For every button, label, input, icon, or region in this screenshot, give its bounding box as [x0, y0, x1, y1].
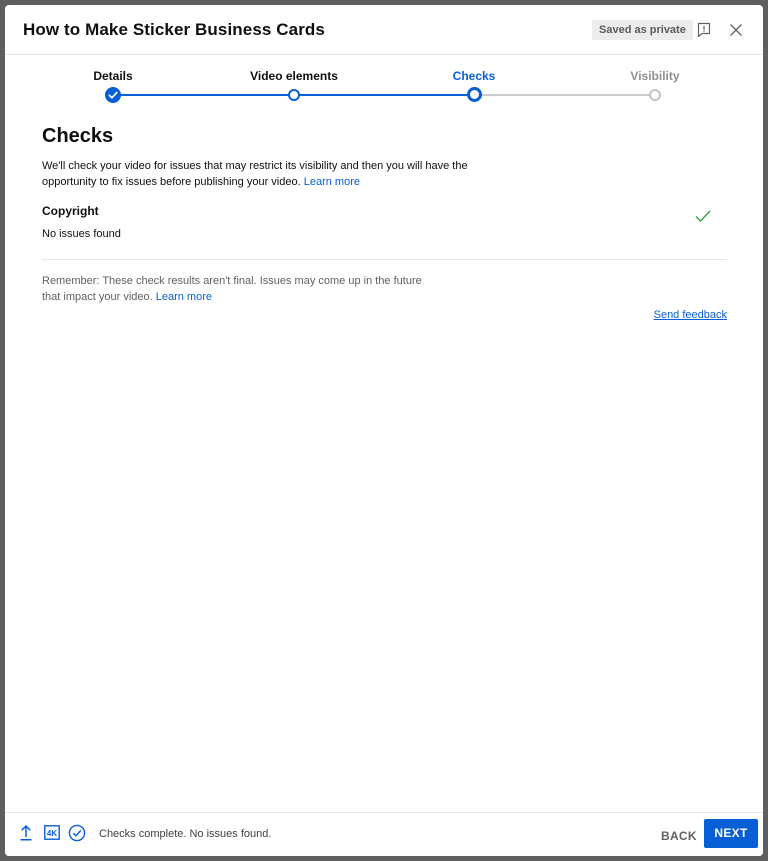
checks-heading: Checks — [42, 125, 114, 147]
checks-description-text: We'll check your video for issues that may restrict its visibility and then you will have the opportunity to fix issues before publishing your video. — [42, 160, 468, 188]
step-checks-dot[interactable] — [467, 87, 482, 102]
checks-content — [42, 125, 727, 321]
stepper-line-pending — [474, 94, 654, 96]
close-icon[interactable] — [726, 20, 746, 40]
check-circle-icon[interactable] — [68, 824, 86, 847]
step-visibility-label: Visibility — [630, 69, 680, 83]
step-details-label[interactable]: Details — [93, 69, 133, 83]
copyright-title: Copyright — [42, 204, 99, 218]
4k-icon[interactable] — [44, 824, 60, 846]
copyright-status: No issues found — [42, 228, 121, 240]
checks-description — [42, 158, 472, 190]
upload-dialog — [5, 5, 763, 856]
checks-status-text: Checks complete. No issues found. — [99, 828, 272, 840]
remember-text: Remember: These check results aren't final. Issues may come up in the future that impact your video. — [42, 275, 422, 303]
step-video-elements-dot[interactable] — [288, 89, 300, 101]
checkmark-icon — [694, 208, 712, 229]
step-details-check-icon[interactable] — [105, 87, 121, 103]
dialog-title: How to Make Sticker Business Cards — [23, 20, 325, 39]
back-button[interactable]: BACK — [661, 829, 697, 843]
saved-status-badge: Saved as private — [592, 20, 693, 40]
step-video-elements-label[interactable]: Video elements — [250, 69, 338, 83]
dialog-header — [5, 5, 763, 55]
upload-icon[interactable] — [19, 824, 33, 847]
next-button[interactable]: NEXT — [704, 819, 758, 848]
remember-note — [42, 273, 442, 305]
progress-stepper — [5, 65, 763, 115]
learn-more-link[interactable]: Learn more — [303, 176, 360, 188]
send-feedback-link[interactable]: Send feedback — [653, 309, 727, 321]
dialog-footer — [5, 812, 763, 856]
feedback-flag-icon[interactable] — [694, 20, 714, 40]
step-checks-label[interactable]: Checks — [452, 69, 496, 83]
step-visibility-dot — [649, 89, 661, 101]
svg-text:4K: 4K — [46, 829, 58, 838]
remember-learn-more-link[interactable]: Learn more — [155, 291, 212, 303]
copyright-check — [42, 204, 727, 260]
